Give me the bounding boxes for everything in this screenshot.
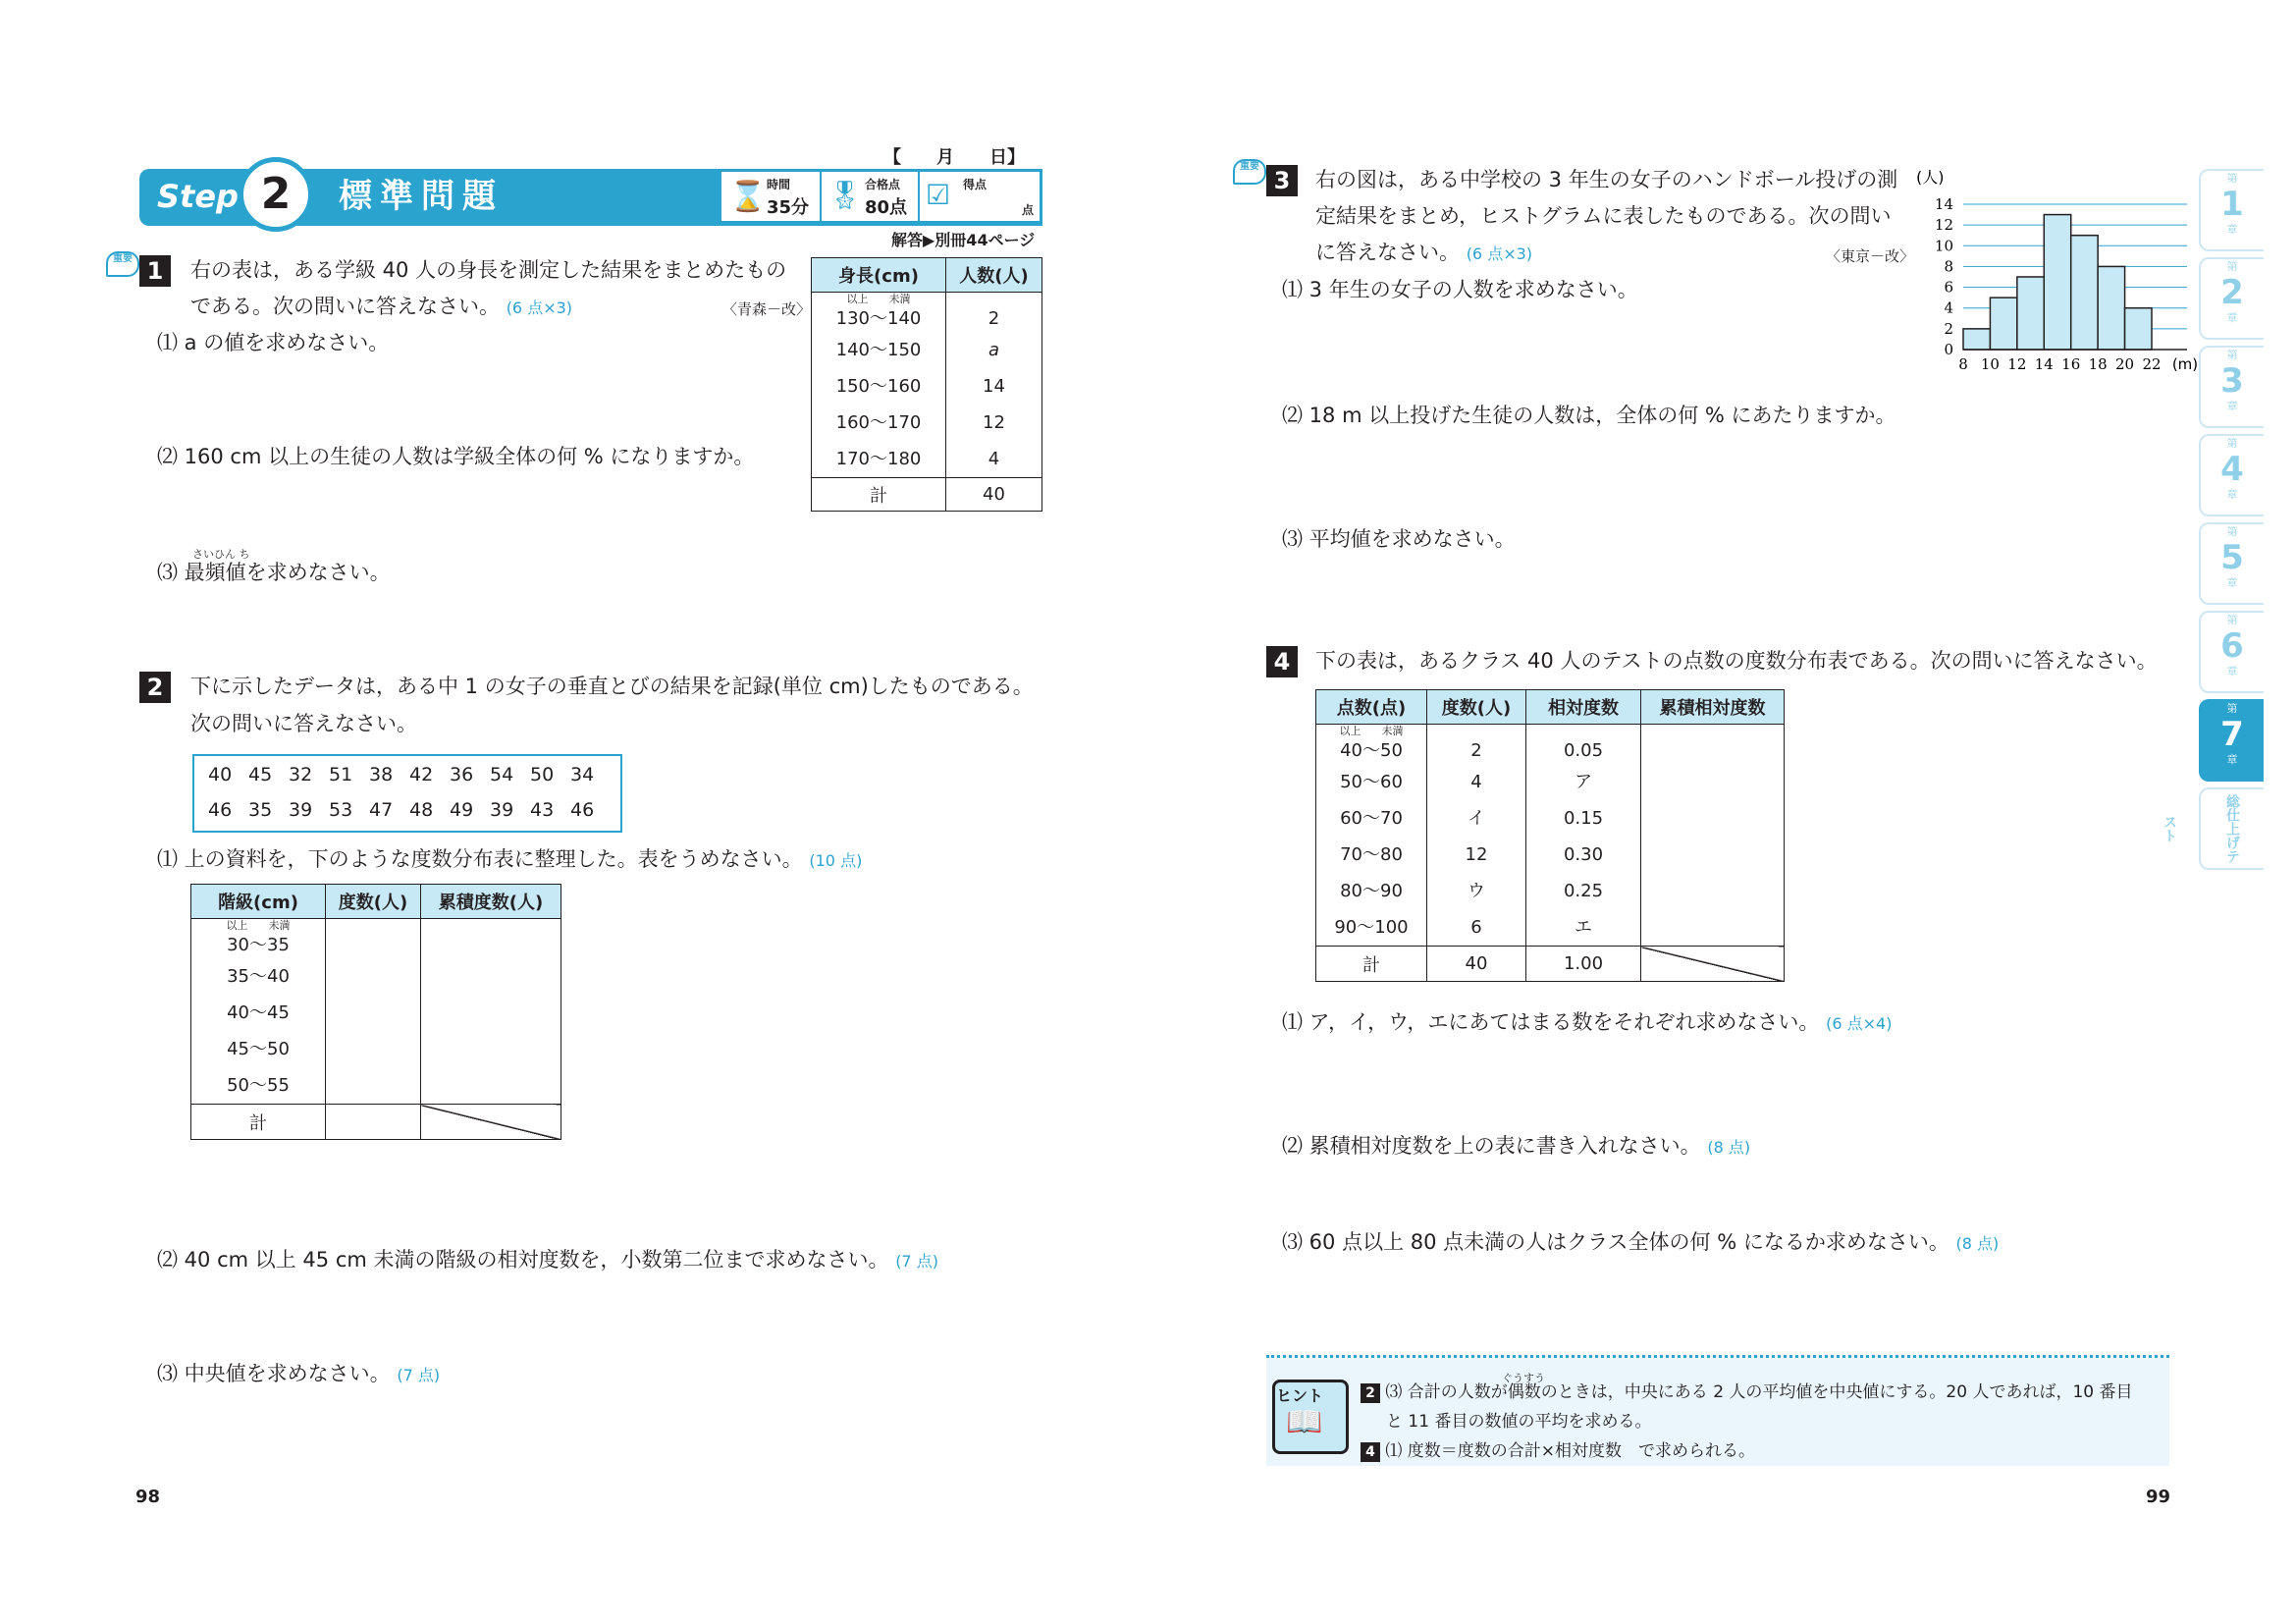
table-cell: 80〜90 <box>1340 881 1403 901</box>
table-cell: エ <box>1575 917 1592 938</box>
info-box <box>719 169 1042 224</box>
data-value: 40 <box>208 764 233 785</box>
table-cell: 170〜180 <box>835 449 922 469</box>
table-header: 点数(点) <box>1316 690 1427 725</box>
data-value: 34 <box>570 764 595 785</box>
table-cell: 0.30 <box>1563 844 1604 865</box>
hint-line1-text: ⑶ 合計の人数が偶数のときは，中央にある 2 人の平均値を中央値にする。20 人であれば，10 番目 <box>1385 1382 2133 1402</box>
tab-prefix: 第 <box>2226 349 2238 361</box>
q4-sub3-text: ⑶ 60 点以上 80 点未満の人はクラス全体の何 % になるか求めなさい。 <box>1282 1230 1949 1254</box>
data-value: 43 <box>530 799 555 821</box>
table-cell: 4 <box>1470 772 1482 792</box>
q2-sub3-text: ⑶ 中央値を求めなさい。 <box>157 1362 391 1385</box>
q2-sub3 <box>157 1355 440 1394</box>
page-number-right: 99 <box>2146 1487 2171 1507</box>
data-value: 51 <box>329 764 353 785</box>
q4-sub1 <box>1282 1003 1892 1043</box>
data-row <box>208 799 611 821</box>
answer-cell[interactable] <box>326 1105 421 1140</box>
histogram-bar <box>2071 236 2098 350</box>
hourglass-icon: ⌛ <box>729 180 767 214</box>
q4-sub3-points: (8 点) <box>1955 1234 2000 1253</box>
table-cell: 140〜150 <box>835 340 922 360</box>
histogram-bar <box>2044 215 2070 350</box>
q4-sub2-points: (8 点) <box>1707 1138 1751 1157</box>
tab-suffix: 章 <box>2226 753 2238 766</box>
q2-line2: 次の問いに答えなさい。 <box>190 712 417 735</box>
x-axis-label: (m) <box>2171 355 2199 373</box>
question-number-1: 1 <box>139 255 171 287</box>
page-number-left: 98 <box>135 1487 161 1507</box>
tab-number: 6 <box>2220 626 2244 666</box>
table-cell: 0.15 <box>1563 808 1604 829</box>
q2-line1: 下に示したデータは，ある中 1 の女子の垂直とびの結果を記録(単位 cm)したものである。 <box>190 675 1034 698</box>
data-value: 54 <box>490 764 514 785</box>
answer-cell[interactable] <box>326 919 421 1105</box>
hint-ruby: ぐうすう <box>1502 1372 1545 1384</box>
q3-line1: 右の図は，ある中学校の 3 年生の女子のハンドボール投げの測 <box>1315 168 1898 191</box>
y-tick-label: 2 <box>1944 319 1953 338</box>
table-cell: 60〜70 <box>1340 808 1403 829</box>
table-cell: a <box>988 340 1000 360</box>
medal-icon: 🎖 <box>828 179 863 211</box>
q4-sub1-text: ⑴ ア，イ，ウ，エにあてはまる数をそれぞれ求めなさい。 <box>1282 1010 1820 1034</box>
checkbox-icon: ☑ <box>926 179 951 211</box>
hint-ref-4: 4 <box>1361 1442 1380 1462</box>
q1-line2 <box>190 288 572 327</box>
sup-right: 未満 <box>268 919 291 932</box>
question-number-4: 4 <box>1266 646 1298 677</box>
x-tick-label: 12 <box>2007 355 2027 373</box>
q1-sub3: ⑶ 最頻値を求めなさい。 <box>157 561 391 584</box>
hint-line1 <box>1361 1378 2133 1403</box>
tab-number: 7 <box>2220 715 2244 754</box>
q2-sub3-points: (7 点) <box>397 1366 441 1384</box>
tab-suffix: 章 <box>2226 400 2238 412</box>
table-cell: 30〜35 <box>227 935 290 955</box>
y-axis-label: (人) <box>1916 168 1945 187</box>
x-tick-label: 14 <box>2034 355 2054 373</box>
frequency-table <box>190 884 561 1140</box>
table-total: 計 <box>191 1105 326 1140</box>
y-tick-label: 10 <box>1934 237 1953 255</box>
question-number-2: 2 <box>139 672 171 703</box>
table-cell: 6 <box>1470 917 1482 938</box>
y-tick-label: 12 <box>1934 216 1953 235</box>
book-icon: 📖 <box>1286 1405 1323 1439</box>
hint-box <box>1266 1355 2169 1466</box>
y-tick-label: 0 <box>1944 341 1953 358</box>
tab-suffix: 章 <box>2226 665 2238 677</box>
q1-text: である。次の問いに答えなさい。 <box>190 295 500 318</box>
data-value: 36 <box>450 764 474 785</box>
histogram-bar <box>1990 298 2016 350</box>
table-cell: 160〜170 <box>835 412 922 433</box>
page-title: 標準問題 <box>339 177 504 216</box>
q2-sub2-text: ⑵ 40 cm 以上 45 cm 未満の階級の相対度数を，小数第二位まで求めなさい。 <box>157 1248 889 1272</box>
y-tick-label: 14 <box>1934 195 1953 213</box>
step-number: 2 <box>260 169 292 219</box>
chapter-tab-7[interactable] <box>2199 699 2264 782</box>
q2-sub1-text: ⑴ 上の資料を，下のような度数分布表に整理した。表をうめなさい。 <box>157 847 803 871</box>
chapter-tab-5[interactable] <box>2199 522 2264 605</box>
sup-left: 以上 <box>226 919 248 932</box>
tab-prefix: 第 <box>2226 172 2238 185</box>
q3-sub1: ⑴ 3 年生の女子の人数を求めなさい。 <box>1282 278 1638 301</box>
chapter-tab-2[interactable] <box>2199 257 2264 340</box>
q1-sub1: ⑴ a の値を求めなさい。 <box>157 331 390 354</box>
hint-line3-text: ⑴ 度数＝度数の合計×相対度数 で求められる。 <box>1385 1441 1756 1461</box>
score-label: 得点 <box>963 178 988 191</box>
table-cell: 40〜45 <box>227 1002 290 1023</box>
tab-prefix: 第 <box>2226 437 2238 450</box>
score-unit: 点 <box>1022 203 1035 217</box>
q1-sub2: ⑵ 160 cm 以上の生徒の人数は学級全体の何 % になりますか。 <box>157 445 755 468</box>
q1-points: (6 点×3) <box>506 298 573 317</box>
q3-sub3: ⑶ 平均値を求めなさい。 <box>1282 527 1516 551</box>
table-cell: 35〜40 <box>227 966 290 987</box>
tab-suffix: 章 <box>2226 311 2238 324</box>
table-cell: 2 <box>1470 740 1482 761</box>
histogram-chart <box>1904 163 2199 383</box>
histogram-bar <box>2098 266 2124 350</box>
question-number-3: 3 <box>1266 165 1298 196</box>
tab-suffix: 章 <box>2226 223 2238 236</box>
tab-number: 4 <box>2220 450 2244 489</box>
tab-prefix: 第 <box>2226 260 2238 273</box>
diagonal-cell <box>1641 947 1785 982</box>
answer-cell[interactable] <box>1641 725 1785 947</box>
table-cell: 0.05 <box>1563 740 1604 761</box>
data-value: 50 <box>530 764 555 785</box>
data-value: 39 <box>289 799 313 821</box>
data-value: 53 <box>329 799 353 821</box>
x-tick-label: 10 <box>1980 355 2000 373</box>
table-cell: 130〜140 <box>835 308 922 329</box>
table-cell: 2 <box>988 308 1000 329</box>
x-tick-label: 22 <box>2142 355 2162 373</box>
tab-number: 3 <box>2220 361 2244 401</box>
table-header: 身長(cm) <box>812 258 946 293</box>
q3-line3 <box>1315 234 1532 273</box>
time-label: 時間 <box>767 178 791 191</box>
table-cell: 90〜100 <box>1334 917 1409 938</box>
tab-prefix: 第 <box>2226 614 2238 626</box>
q4-sub2-text: ⑵ 累積相対度数を上の表に書き入れなさい。 <box>1282 1134 1701 1158</box>
chapter-tab-1[interactable] <box>2199 169 2264 251</box>
table-cell: 12 <box>1465 844 1488 865</box>
tab-prefix: 第 <box>2226 525 2238 538</box>
data-value: 45 <box>248 764 273 785</box>
q3-points: (6 点×3) <box>1466 244 1533 263</box>
diagonal-cell <box>421 1105 561 1140</box>
data-value: 32 <box>289 764 313 785</box>
table-total: 計 <box>812 478 946 512</box>
y-tick-label: 6 <box>1944 278 1953 297</box>
data-value: 42 <box>409 764 434 785</box>
hint-label: ヒント <box>1276 1386 1324 1405</box>
q3-text: に答えなさい。 <box>1315 241 1460 264</box>
sup-left: 以上 <box>1339 725 1362 737</box>
data-row <box>208 764 611 785</box>
step-word: Step <box>157 178 239 215</box>
table-header: 累積度数(人) <box>421 885 561 919</box>
data-value: 49 <box>450 799 474 821</box>
q2-sub2 <box>157 1241 938 1280</box>
chapter-tab-3[interactable] <box>2199 346 2264 428</box>
tab-suffix: 章 <box>2226 488 2238 501</box>
table-cell: 50〜60 <box>1340 772 1403 792</box>
q1-ruby: さいひん ち <box>192 548 250 561</box>
time-value: 35分 <box>767 197 810 218</box>
histogram-bar <box>1963 329 1990 350</box>
date-field[interactable]: 【 月 日】 <box>883 147 1025 168</box>
y-tick-label: 8 <box>1944 257 1953 276</box>
data-value: 46 <box>570 799 595 821</box>
table-header: 人数(人) <box>946 258 1042 293</box>
table-cell: 14 <box>983 376 1005 397</box>
table-cell: 12 <box>983 412 1005 433</box>
x-tick-label: 16 <box>2061 355 2081 373</box>
sup-right: 未満 <box>1381 725 1404 737</box>
table-cell: イ <box>1468 808 1485 829</box>
table-total: 1.00 <box>1526 947 1641 982</box>
data-value: 46 <box>208 799 233 821</box>
q2-sub1-points: (10 点) <box>809 851 863 870</box>
table-total: 40 <box>1427 947 1526 982</box>
table-cell: 4 <box>988 449 1000 469</box>
y-tick-label: 4 <box>1944 298 1953 317</box>
histogram-bar <box>2125 308 2152 350</box>
table-cell: 50〜55 <box>227 1075 290 1096</box>
hint-line3 <box>1361 1436 1755 1462</box>
q4-line1: 下の表は，あるクラス 40 人のテストの点数の度数分布表である。次の問いに答えなさい。 <box>1315 649 2158 673</box>
table-cell: 70〜80 <box>1340 844 1403 865</box>
table-cell: 40〜50 <box>1340 740 1403 761</box>
tab-number: 1 <box>2220 185 2244 224</box>
answer-reference: 解答▶別冊44ページ <box>891 231 1036 249</box>
table-total: 計 <box>1316 947 1427 982</box>
chapter-tab-final-test[interactable]: 総仕上げテスト <box>2199 787 2264 870</box>
q1-line1: 右の表は，ある学級 40 人の身長を測定した結果をまとめたもの <box>190 258 787 282</box>
tab-number: 5 <box>2220 538 2244 577</box>
table-cell: 45〜50 <box>227 1039 290 1059</box>
x-tick-label: 18 <box>2088 355 2108 373</box>
q3-source: 〈東京－改〉 <box>1826 247 1915 265</box>
data-box <box>192 754 622 833</box>
table-header: 累積相対度数 <box>1641 690 1785 725</box>
hint-ref-2: 2 <box>1361 1383 1380 1403</box>
table-header: 階級(cm) <box>191 885 326 919</box>
important-badge: 重要 <box>1233 159 1266 185</box>
score-table <box>1315 689 1785 982</box>
x-tick-label: 8 <box>1958 355 1968 373</box>
table-header: 度数(人) <box>326 885 421 919</box>
table-header: 度数(人) <box>1427 690 1526 725</box>
height-table <box>811 257 1042 512</box>
important-badge: 重要 <box>106 251 139 277</box>
data-value: 39 <box>490 799 514 821</box>
answer-cell[interactable] <box>421 919 561 1105</box>
data-value: 35 <box>248 799 273 821</box>
q4-sub1-points: (6 点×4) <box>1826 1014 1893 1033</box>
histogram-bar <box>2017 277 2044 350</box>
data-value: 38 <box>369 764 394 785</box>
pass-value: 80点 <box>865 197 908 218</box>
chapter-tab-6[interactable] <box>2199 611 2264 693</box>
data-value: 48 <box>409 799 434 821</box>
tab-suffix: 章 <box>2226 576 2238 589</box>
sup-right: 未満 <box>888 293 911 305</box>
q2-sub1 <box>157 840 862 880</box>
x-tick-label: 20 <box>2115 355 2135 373</box>
table-cell: 0.25 <box>1563 881 1604 901</box>
q3-line2: 定結果をまとめ，ヒストグラムに表したものである。次の問い <box>1315 204 1892 228</box>
tab-prefix: 第 <box>2226 702 2238 715</box>
q2-sub2-points: (7 点) <box>895 1252 938 1271</box>
q1-source: 〈青森－改〉 <box>722 300 812 318</box>
hint-line2: と 11 番目の数値の平均を求める。 <box>1386 1412 1652 1432</box>
table-total: 40 <box>946 478 1042 512</box>
pass-label: 合格点 <box>865 178 901 191</box>
sup-left: 以上 <box>846 293 869 305</box>
table-header: 相対度数 <box>1526 690 1641 725</box>
q3-sub2: ⑵ 18 m 以上投げた生徒の人数は，全体の何 % にあたりますか。 <box>1282 404 1896 427</box>
q4-sub3 <box>1282 1223 1999 1263</box>
table-cell: 150〜160 <box>835 376 922 397</box>
chapter-tab-4[interactable] <box>2199 434 2264 516</box>
table-cell: ア <box>1575 772 1592 792</box>
q4-sub2 <box>1282 1127 1750 1166</box>
tab-number: 2 <box>2220 273 2244 312</box>
table-cell: ウ <box>1468 881 1485 901</box>
data-value: 47 <box>369 799 394 821</box>
